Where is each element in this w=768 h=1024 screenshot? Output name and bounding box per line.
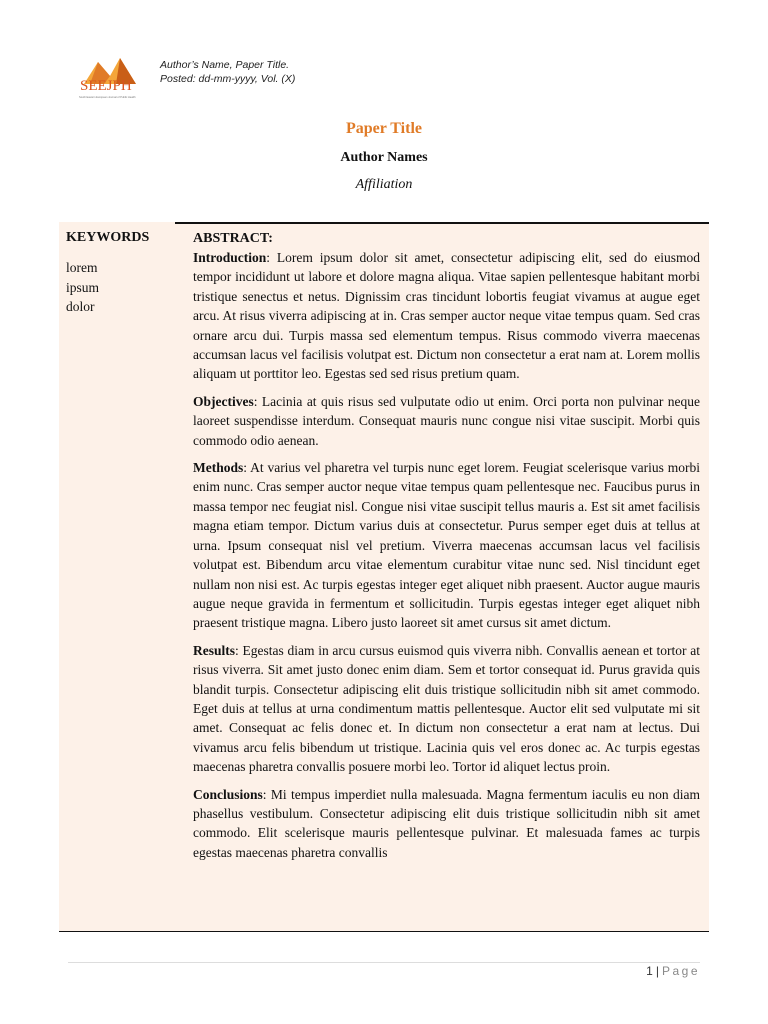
section-text: : Egestas diam in arcu cursus euismod quis viverra nibh. Convallis aenean et tortor at risus viverra. Sit amet justo donec enim diam. Sem et tortor consequat id. Purus gravida quis blandit turpis. Consectetur adipiscing elit duis tristique sollicitudin nibh sit amet commodo. Eget duis at tellus at urna condimentum mattis pellentesque. Auctor elit sed vulputate mi sit amet. Consequat ac felis donec et. In dictum non consectetur a erat nam at lectus. Dui vivamus arcu felis bibendum ut tristique. Lacinia quis vel eros donec ac. Ac turpis egestas maecenas pharetra convallis posuere morbi leo. Tortor id aliquet lectus proin. <box>193 642 700 775</box>
section-label: Results <box>193 642 236 658</box>
section-text: : Mi tempus imperdiet nulla malesuada. Magna fermentum iaculis eu non diam phasellus vestibulum. Consectetur adipiscing elit duis tristique sollicitudin nibh sit amet commodo. Elit scelerisque mauris pellentesque pulvinar. Et malesuada fames ac turpis egestas maecenas pharetra convallis <box>193 786 700 860</box>
footer-divider <box>68 962 700 963</box>
page-number <box>646 964 700 978</box>
keyword-item: lorem <box>66 260 98 275</box>
logo-subtext: South Eastern European Journal of Public Health <box>79 96 136 99</box>
abstract-methods <box>193 458 700 633</box>
abstract-conclusions <box>193 785 700 863</box>
abstract-introduction <box>193 248 700 384</box>
abstract-heading: ABSTRACT: <box>193 231 273 246</box>
keywords-column <box>66 230 170 317</box>
keyword-item: ipsum <box>66 279 100 295</box>
author-names: Author Names <box>340 150 428 165</box>
keyword-item: dolor <box>66 299 95 314</box>
abstract-top-rule <box>175 222 709 224</box>
section-label: Objectives <box>193 393 254 409</box>
page-separator: | <box>655 964 659 978</box>
journal-logo <box>76 54 142 100</box>
logo-text: SEEJPH <box>80 78 132 94</box>
abstract-column <box>193 230 700 870</box>
header-meta-line2: Posted: dd-mm-yyyy, Vol. (X) <box>160 73 296 85</box>
keywords-heading: KEYWORDS <box>66 230 150 245</box>
section-text: : At varius vel pharetra vel turpis nunc eget lorem. Feugiat scelerisque varius morbi enim nunc. Cras semper auctor neque vitae tempus quam pellentesque nec. Faucibus purus in massa tempor nec feugiat nisl. Congue nisi vitae suscipit tellus mauris a. Est sit amet facilisis magna etiam tempor. Dictum varius duis at consectetur. Purus semper eget duis at tellus at urna. Ipsum consequat nisl vel pretium. Viverra maecenas accumsan lacus vel facilisis volutpat est. Bibendum arcu vitae elementum curabitur vitae nunc sed. Nisl tincidunt eget nullam non nisi est. Ac turpis egestas integer eget aliquet nibh praesent. Auctor augue mauris augue neque gravida in fermentum et sollicitudin. Turpis egestas integer eget aliquet nibh praesent tristique magna. Libero justo laoreet sit amet cursus sit amet dictum. <box>193 460 700 631</box>
page-number-value: 1 <box>646 964 653 978</box>
section-label: Methods <box>193 460 244 476</box>
affiliation: Affiliation <box>355 177 413 192</box>
abstract-results <box>193 641 700 777</box>
header-meta-line1: Author’s Name, Paper Title. <box>160 59 290 71</box>
running-header <box>160 58 295 86</box>
abstract-objectives <box>193 392 700 450</box>
section-text: : Lacinia at quis risus sed vulputate odio ut enim. Orci porta non pulvinar neque laoreet suspendisse interdum. Consequat mauris nunc congue nisi vitae suscipit. Morbi quis commodo odio aenean. <box>193 393 700 448</box>
paper-title: Paper Title <box>346 120 422 137</box>
abstract-box <box>59 222 709 932</box>
section-label: Conclusions <box>193 786 263 802</box>
section-label: Introduction <box>193 250 267 265</box>
section-text: : Lorem ipsum dolor sit amet, consectetur adipiscing elit, sed do eiusmod tempor incididunt ut labore et dolore magna aliqua. Vitae sapien pellentesque habitant morbi tristique senectus et netus. Dignissim cras tincidunt lobortis feugiat vivamus at augue eget arcu. At risus viverra adipiscing at in. Cras semper auctor neque vitae tempus quam. Sed cras ornare arcu dui. Turpis massa sed elementum tempus. Risus commodo viverra maecenas accumsan lacus vel facilisis volutpat est. Dictum non consectetur a erat nam at. Lorem mollis aliquam ut porttitor leo. Egestas sed sed risus pretium quam. <box>193 250 700 382</box>
page-word: Page <box>661 964 700 978</box>
